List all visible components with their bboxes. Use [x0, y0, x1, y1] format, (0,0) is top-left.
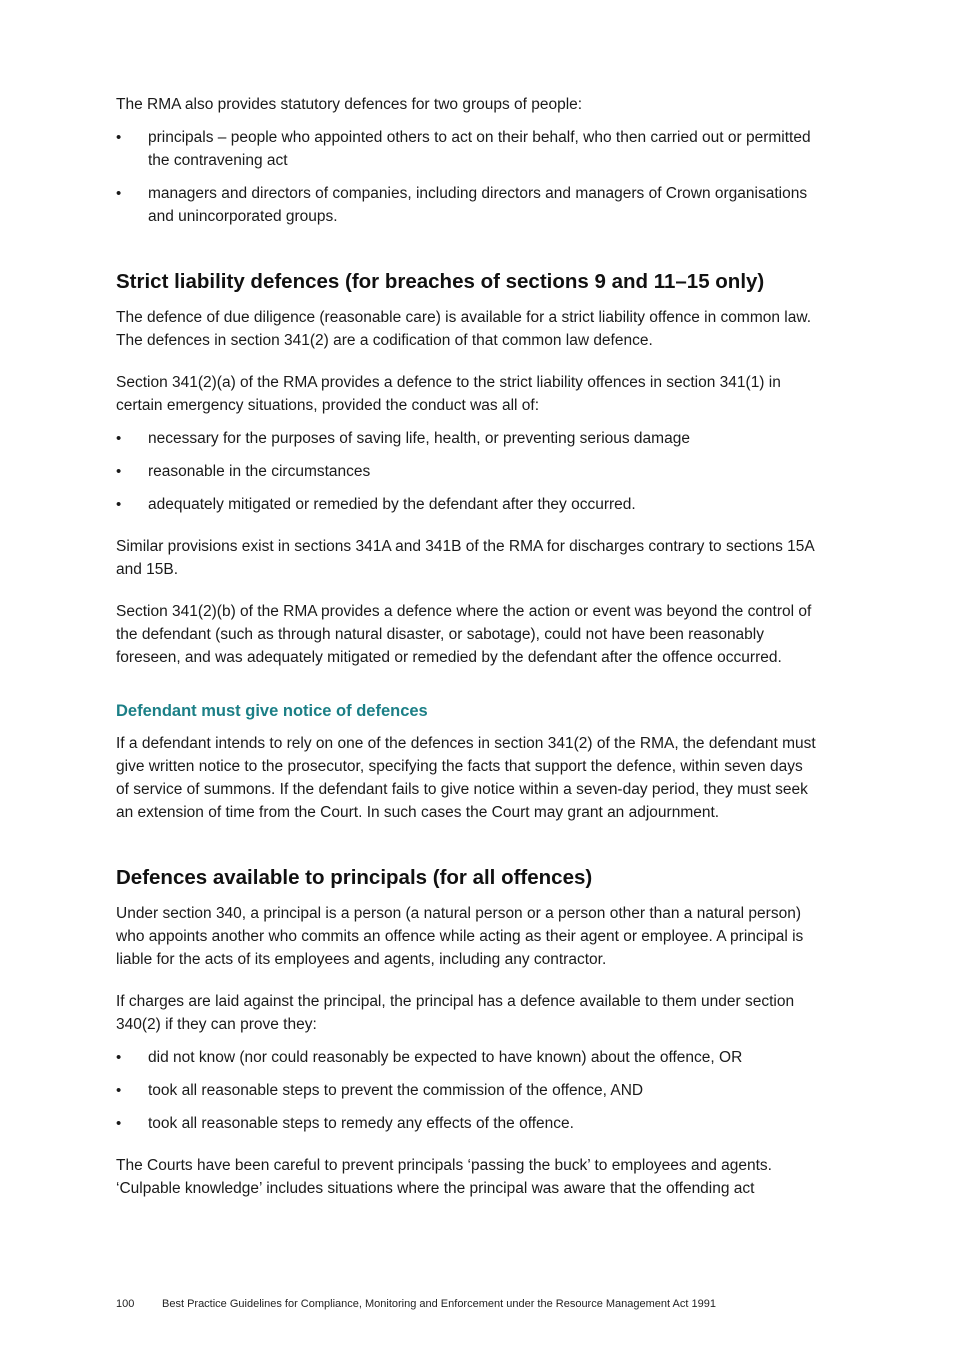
paragraph: If charges are laid against the principal, the principal has a defence available to them under section 340(2) if they can prove they: [116, 993, 795, 1033]
paragraph: Section 341(2)(b) of the RMA provides a defence where the action or event was beyond the control of the defendant (such as through natural disaster, or sabotage), could not have been reasonably foreseen, and was adequately mitigated or remedied by the defendant after the offence occurred. [116, 603, 812, 666]
paragraph: The Courts have been careful to prevent principals ‘passing the buck’ to employees and agents. ‘Culpable knowledge’ includes situations where the principal was aware that the offending act [116, 1157, 772, 1197]
bullet-icon: • [116, 129, 122, 146]
bullet-icon: • [116, 1049, 122, 1066]
document-title: Best Practice Guidelines for Compliance, Monitoring and Enforcement under the Resource Management Act 1991 [162, 1298, 716, 1310]
emergency-conditions-list [116, 427, 816, 516]
principal-defence-list [116, 1046, 816, 1135]
bullet-icon: • [116, 496, 122, 513]
intro-paragraph: The RMA also provides statutory defences for two groups of people: [116, 96, 583, 113]
list-item: • reasonable in the circumstances [116, 460, 816, 483]
bullet-icon: • [116, 185, 122, 202]
section-heading-strict-liability: Strict liability defences (for breaches of sections 9 and 11–15 only) [116, 270, 765, 293]
page-number: 100 [116, 1298, 135, 1310]
paragraph: Section 341(2)(a) of the RMA provides a defence to the strict liability offences in section 341(1) in certain emergency situations, provided the conduct was all of: [116, 374, 781, 414]
page-body [116, 93, 816, 1200]
paragraph: Under section 340, a principal is a person (a natural person or a person other than a natural person) who appoints another who commits an offence while acting as their agent or employee. A principal is liable for the acts of its employees and agents, including any contractor. [116, 905, 804, 968]
list-item: • principals – people who appointed others to act on their behalf, who then carried out or permitted the contravening act [116, 126, 816, 172]
paragraph: Similar provisions exist in sections 341A and 341B of the RMA for discharges contrary to sections 15A and 15B. [116, 538, 814, 578]
subheading-notice-of-defences: Defendant must give notice of defences [116, 702, 428, 720]
bullet-icon: • [116, 430, 122, 447]
paragraph: The defence of due diligence (reasonable care) is available for a strict liability offence in common law. The defences in section 341(2) are a codification of that common law defence. [116, 309, 812, 349]
list-item: • necessary for the purposes of saving life, health, or preventing serious damage [116, 427, 816, 450]
paragraph: If a defendant intends to rely on one of the defences in section 341(2) of the RMA, the defendant must give written notice to the prosecutor, specifying the facts that support the defence, within seven days of service of summons. If the defendant fails to give notice within a seven-day period, they must seek an extension of time from the Court. In such cases the Court may grant an adjournment. [116, 735, 816, 821]
bullet-icon: • [116, 463, 122, 480]
list-item: • did not know (nor could reasonably be expected to have known) about the offence, OR [116, 1046, 816, 1069]
bullet-icon: • [116, 1115, 122, 1132]
bullet-icon: • [116, 1082, 122, 1099]
page-footer [116, 1298, 716, 1310]
section-heading-principals: Defences available to principals (for all offences) [116, 866, 593, 889]
list-item: • managers and directors of companies, including directors and managers of Crown organisations and unincorporated groups. [116, 182, 816, 228]
list-item: • adequately mitigated or remedied by the defendant after they occurred. [116, 493, 816, 516]
list-item: • took all reasonable steps to prevent the commission of the offence, AND [116, 1079, 816, 1102]
list-item: • took all reasonable steps to remedy any effects of the offence. [116, 1112, 816, 1135]
intro-bullet-list [116, 126, 816, 228]
